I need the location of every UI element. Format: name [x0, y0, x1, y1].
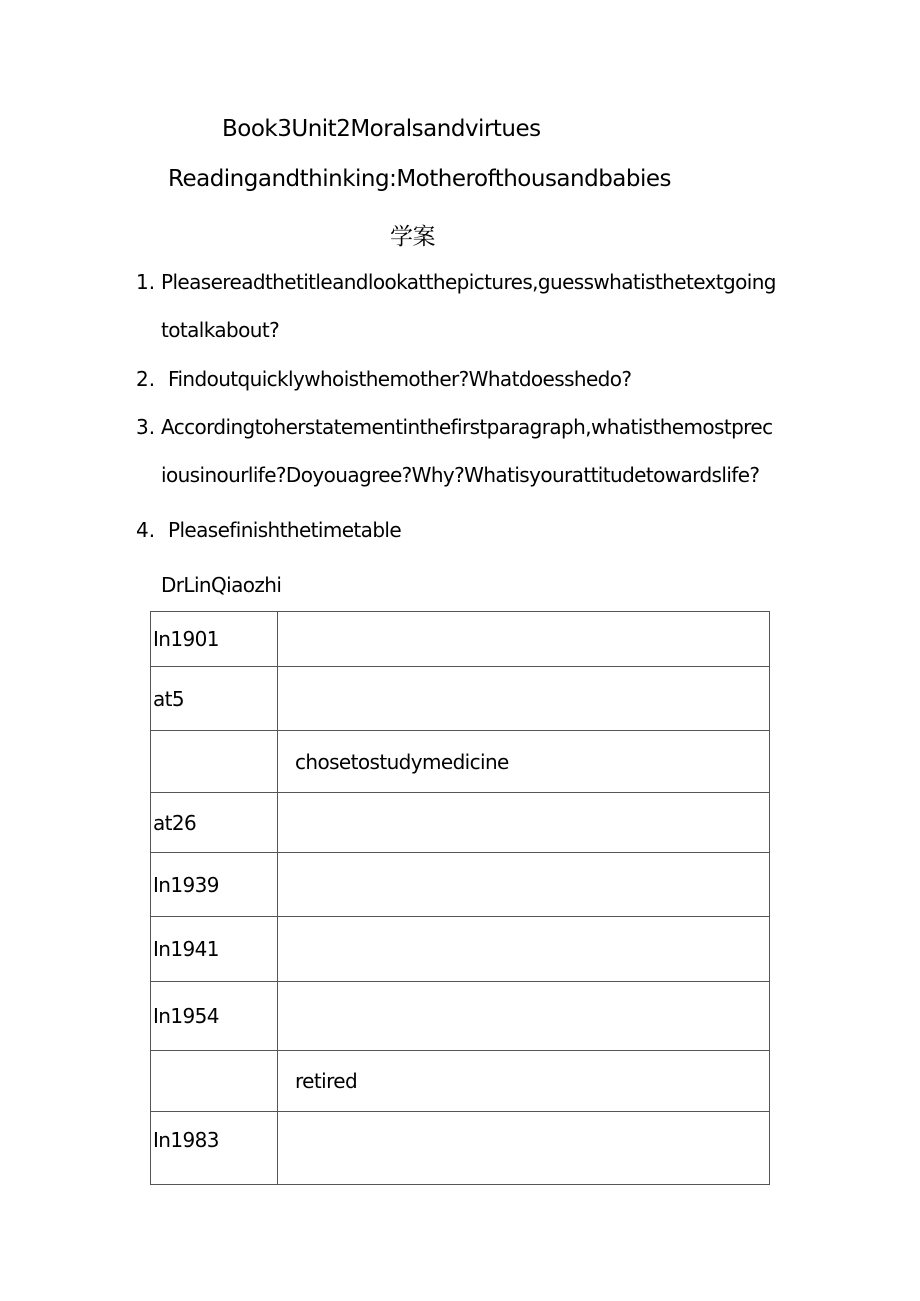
time-cell: In1901	[151, 612, 278, 667]
table-row	[151, 612, 770, 667]
time-cell: In1941	[151, 917, 278, 982]
table-row	[151, 667, 770, 731]
time-cell: at26	[151, 793, 278, 853]
table-caption: DrLinQiaozhi	[161, 573, 282, 597]
table-row	[151, 982, 770, 1051]
event-cell: retired	[278, 1051, 770, 1112]
event-cell[interactable]	[278, 612, 770, 667]
time-cell: at5	[151, 667, 278, 731]
table-row	[151, 917, 770, 982]
question-number: 3.	[136, 415, 156, 439]
event-cell: chosetostudymedicine	[278, 731, 770, 793]
document-label: 学案	[390, 224, 435, 250]
event-cell[interactable]	[278, 1112, 770, 1185]
table-row	[151, 853, 770, 917]
table-row	[151, 1112, 770, 1185]
event-cell[interactable]	[278, 917, 770, 982]
question-number: 1.	[136, 270, 156, 294]
question-text-continued: iousinourlife?Doyouagree?Why?Whatisyourattitudetowardslife?	[161, 463, 760, 487]
time-cell: In1939	[151, 853, 278, 917]
time-cell[interactable]	[151, 731, 278, 793]
question-text: Pleasereadthetitleandlookatthepictures,guesswhatisthetextgoing	[161, 270, 776, 294]
question-text: Findoutquicklywhoisthemother?Whatdoesshedo?	[168, 367, 632, 391]
event-cell[interactable]	[278, 982, 770, 1051]
time-cell: In1983	[151, 1112, 278, 1185]
document-subtitle: Readingandthinking:Motherofthousandbabies	[168, 166, 672, 192]
time-cell: In1954	[151, 982, 278, 1051]
table-row	[151, 1051, 770, 1112]
timetable	[150, 611, 770, 1185]
time-cell[interactable]	[151, 1051, 278, 1112]
event-cell[interactable]	[278, 667, 770, 731]
table-row	[151, 793, 770, 853]
table-row	[151, 731, 770, 793]
question-number: 2.	[136, 367, 156, 391]
document-title: Book3Unit2Moralsandvirtues	[222, 116, 541, 142]
question-text: Pleasefinishthetimetable	[168, 518, 402, 542]
question-text: Accordingtoherstatementinthefirstparagraph,whatisthemostprec	[161, 415, 773, 439]
event-cell[interactable]	[278, 793, 770, 853]
question-text-continued: totalkabout?	[161, 318, 280, 342]
event-cell[interactable]	[278, 853, 770, 917]
question-number: 4.	[136, 518, 156, 542]
